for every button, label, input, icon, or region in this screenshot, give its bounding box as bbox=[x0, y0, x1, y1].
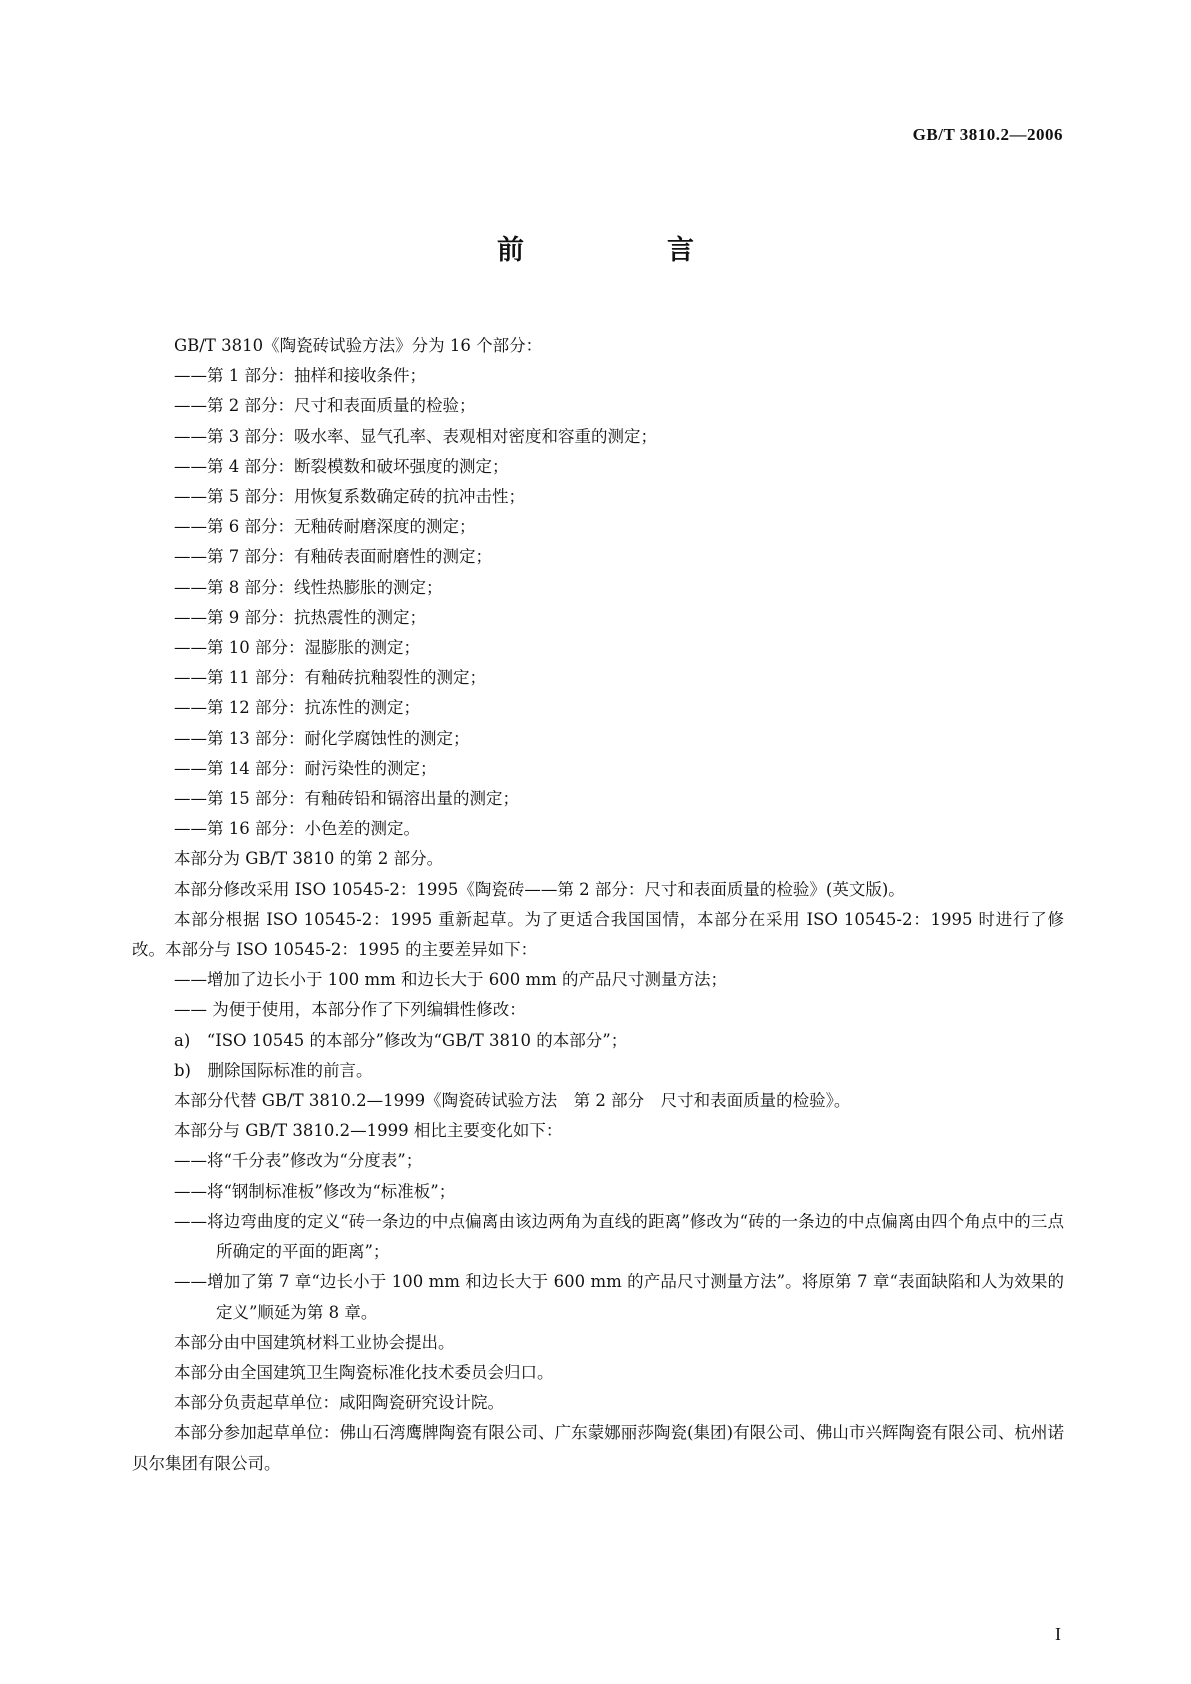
redraft-paragraph: 本部分根据 ISO 10545-2：1995 重新起草。为了更适合我国国情，本部分在采用 ISO 10545-2：1995 时进行了修改。本部分与 ISO 10545-2：1995 的主要差异如下： bbox=[132, 909, 1064, 960]
part-item: ——第 10 部分：湿膨胀的测定； bbox=[174, 638, 420, 658]
edit-item-a: a) “ISO 10545 的本部分”修改为“GB/T 3810 的本部分”； bbox=[174, 1030, 628, 1050]
part-item: ——第 3 部分：吸水率、显气孔率、表观相对密度和容重的测定； bbox=[174, 426, 657, 446]
change-item: ——将“千分表”修改为“分度表”； bbox=[174, 1151, 423, 1171]
replaces-paragraph: 本部分代替 GB/T 3810.2—1999《陶瓷砖试验方法 第 2 部分 尺寸和表面质量的检验》。 bbox=[174, 1091, 851, 1111]
part-item: ——第 16 部分：小色差的测定。 bbox=[174, 819, 420, 839]
edit-item-b: b) 删除国际标准的前言。 bbox=[174, 1060, 373, 1080]
centralized-by-paragraph: 本部分由全国建筑卫生陶瓷标准化技术委员会归口。 bbox=[174, 1362, 554, 1382]
part-item: ——第 11 部分：有釉砖抗釉裂性的测定； bbox=[174, 668, 486, 688]
part-item: ——第 1 部分：抽样和接收条件； bbox=[174, 366, 426, 386]
part-item: ——第 14 部分：耐污染性的测定； bbox=[174, 758, 437, 778]
difference-item: —— 为便于使用，本部分作了下列编辑性修改： bbox=[174, 1000, 526, 1020]
part-item: ——第 13 部分：耐化学腐蚀性的测定； bbox=[174, 728, 470, 748]
adoption-paragraph: 本部分修改采用 ISO 10545-2：1995《陶瓷砖——第 2 部分：尺寸和表面质量的检验》(英文版)。 bbox=[174, 879, 905, 899]
difference-item: ——增加了边长小于 100 mm 和边长大于 600 mm 的产品尺寸测量方法； bbox=[174, 970, 728, 990]
proposed-by-paragraph: 本部分由中国建筑材料工业协会提出。 bbox=[174, 1332, 455, 1352]
this-part-paragraph: 本部分为 GB/T 3810 的第 2 部分。 bbox=[174, 849, 444, 869]
drafted-by-paragraph: 本部分负责起草单位：咸阳陶瓷研究设计院。 bbox=[174, 1393, 504, 1413]
standard-code: GB/T 3810.2—2006 bbox=[912, 125, 1063, 144]
change-item: ——将边弯曲度的定义“砖一条边的中点偏离由该边两角为直线的距离”修改为“砖的一条边的中点偏离由四个角点中的三点所确定的平面的距离”； bbox=[174, 1211, 1064, 1262]
part-item: ——第 15 部分：有釉砖铅和镉溶出量的测定； bbox=[174, 789, 519, 809]
part-item: ——第 4 部分：断裂模数和破坏强度的测定； bbox=[174, 456, 509, 476]
change-item: ——将“钢制标准板”修改为“标准板”； bbox=[174, 1181, 456, 1201]
intro-paragraph: GB/T 3810《陶瓷砖试验方法》分为 16 个部分： bbox=[174, 336, 543, 355]
part-item: ——第 2 部分：尺寸和表面质量的检验； bbox=[174, 396, 476, 416]
changes-intro-paragraph: 本部分与 GB/T 3810.2—1999 相比主要变化如下： bbox=[174, 1121, 563, 1141]
part-item: ——第 9 部分：抗热震性的测定； bbox=[174, 607, 426, 627]
foreword-body bbox=[132, 331, 1064, 1479]
part-item: ——第 12 部分：抗冻性的测定； bbox=[174, 698, 420, 718]
page-number: I bbox=[1055, 1624, 1061, 1644]
change-item: ——增加了第 7 章“边长小于 100 mm 和边长大于 600 mm 的产品尺寸测量方法”。将原第 7 章“表面缺陷和人为效果的定义”顺延为第 8 章。 bbox=[174, 1272, 1064, 1322]
participants-paragraph: 本部分参加起草单位：佛山石湾鹰牌陶瓷有限公司、广东蒙娜丽莎陶瓷(集团)有限公司、佛山市兴辉陶瓷有限公司、杭州诺贝尔集团有限公司。 bbox=[132, 1423, 1064, 1473]
part-item: ——第 6 部分：无釉砖耐磨深度的测定； bbox=[174, 517, 476, 537]
part-item: ——第 7 部分：有釉砖表面耐磨性的测定； bbox=[174, 547, 492, 567]
part-item: ——第 5 部分：用恢复系数确定砖的抗冲击性； bbox=[174, 487, 525, 507]
page-title: 前 言 bbox=[497, 235, 752, 266]
part-item: ——第 8 部分：线性热膨胀的测定； bbox=[174, 577, 443, 597]
